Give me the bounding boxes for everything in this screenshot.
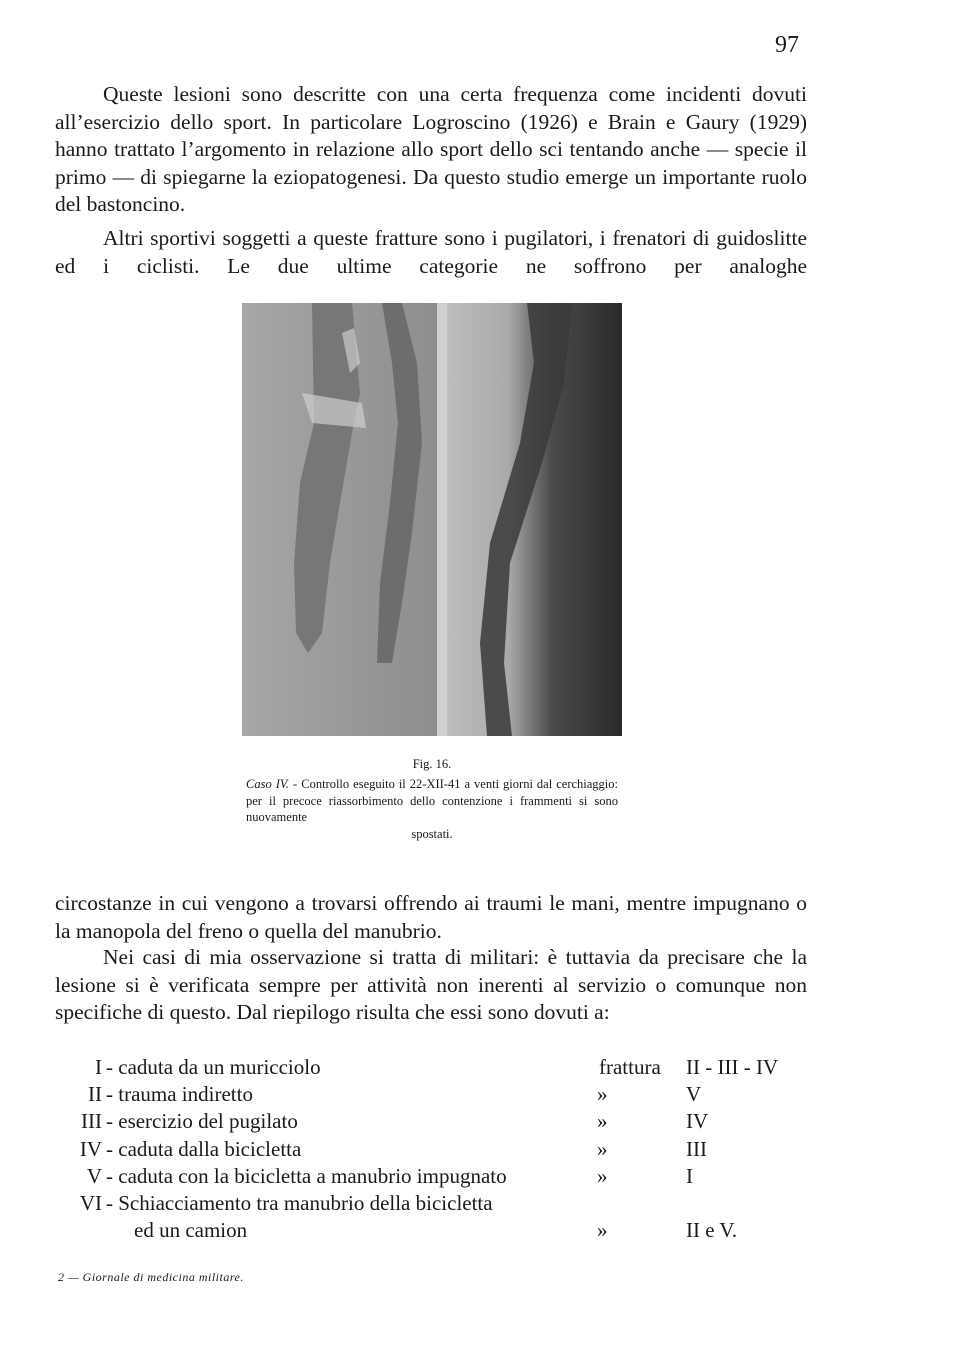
- case-row: [62, 1108, 822, 1135]
- fracture-values: II e V.: [686, 1218, 738, 1243]
- case-number: II: [88, 1082, 102, 1107]
- ditto-mark: »: [597, 1136, 608, 1161]
- ditto-mark: »: [597, 1109, 608, 1134]
- case-description: - trauma indiretto: [106, 1082, 253, 1107]
- ditto-mark: »: [597, 1082, 608, 1107]
- page-number: 97: [775, 32, 799, 58]
- paragraph-1-text: Queste lesioni sono descritte con una certa frequenza come incidenti dovuti all’esercizio dello sport. In particolare Logroscino (1926) e Brain e Gaury (1929) hanno trattato l’argomento in relazione allo sport dello sci tentando anche — specie il primo — di spiegarne la eziopatogenesi. Da questo studio emerge un importante ruolo del bastoncino.: [55, 82, 807, 216]
- xray-image: [242, 303, 622, 736]
- case-number: VI: [79, 1190, 102, 1215]
- fracture-values: V: [686, 1082, 702, 1107]
- case-description: - caduta da un muricciolo: [106, 1055, 321, 1079]
- case-description: - caduta con la bicicletta a manubrio impugnato: [106, 1163, 507, 1188]
- case-description: - caduta dalla bicicletta: [106, 1136, 302, 1161]
- fracture-values: III: [686, 1136, 707, 1161]
- case-number: I: [95, 1055, 102, 1079]
- fracture-heading: frattura: [599, 1055, 661, 1079]
- case-row: [62, 1163, 822, 1190]
- case-description-continuation: ed un camion: [134, 1218, 248, 1243]
- paragraph-4-text: Nei casi di mia osservazione si tratta di militari: è tuttavia da precisare che la lesione si è verificata sempre per attività non inerenti al servizio o comunque non specifiche di questo. Dal riepilogo risulta che essi sono dovuti a:: [55, 945, 807, 1024]
- case-description: - Schiacciamento tra manubrio della bicicletta: [106, 1190, 493, 1215]
- paragraph-4: [55, 944, 807, 1027]
- fracture-values: II - III - IV: [686, 1055, 779, 1079]
- footnote: 2 — Giornale di medicina militare.: [58, 1270, 244, 1284]
- case-number: IV: [79, 1136, 102, 1161]
- ditto-mark: »: [597, 1163, 608, 1188]
- caption-text: - Controllo eseguito il 22-XII-41 a venti giorni dal cerchiaggio: per il precoce riassorbimento dello contenzione i frammenti si sono nuovamente: [246, 777, 618, 824]
- fracture-values: IV: [686, 1109, 709, 1134]
- caption-case-label: Caso IV.: [246, 777, 290, 791]
- case-row: [62, 1054, 822, 1081]
- ditto-mark: »: [597, 1218, 608, 1243]
- case-row: [62, 1081, 822, 1108]
- fracture-values: I: [686, 1163, 693, 1188]
- xray-figure: [242, 303, 622, 736]
- case-description: - esercizio del pugilato: [106, 1109, 298, 1134]
- case-row: [62, 1190, 822, 1217]
- paragraph-2-text: Altri sportivi soggetti a queste fratture sono i pugilatori, i frenatori di guidoslitte ed i ciclisti. Le due ultime categorie ne soffrono per analoghe: [55, 226, 807, 278]
- caption-last-line: spostati.: [411, 826, 453, 841]
- case-number: III: [81, 1109, 102, 1134]
- paragraph-2: [55, 225, 807, 280]
- paragraph-1: [55, 81, 807, 219]
- paragraph-3: circostanze in cui vengono a trovarsi offrendo ai traumi le mani, mentre impugnano o la manopola del freno o quella del manubrio.: [55, 891, 807, 943]
- case-row-continuation: [62, 1217, 822, 1244]
- case-number: V: [86, 1163, 102, 1188]
- case-list: [62, 1054, 822, 1244]
- case-row: [62, 1136, 822, 1163]
- figure-title: Fig. 16.: [412, 757, 452, 771]
- figure-caption: [246, 776, 618, 842]
